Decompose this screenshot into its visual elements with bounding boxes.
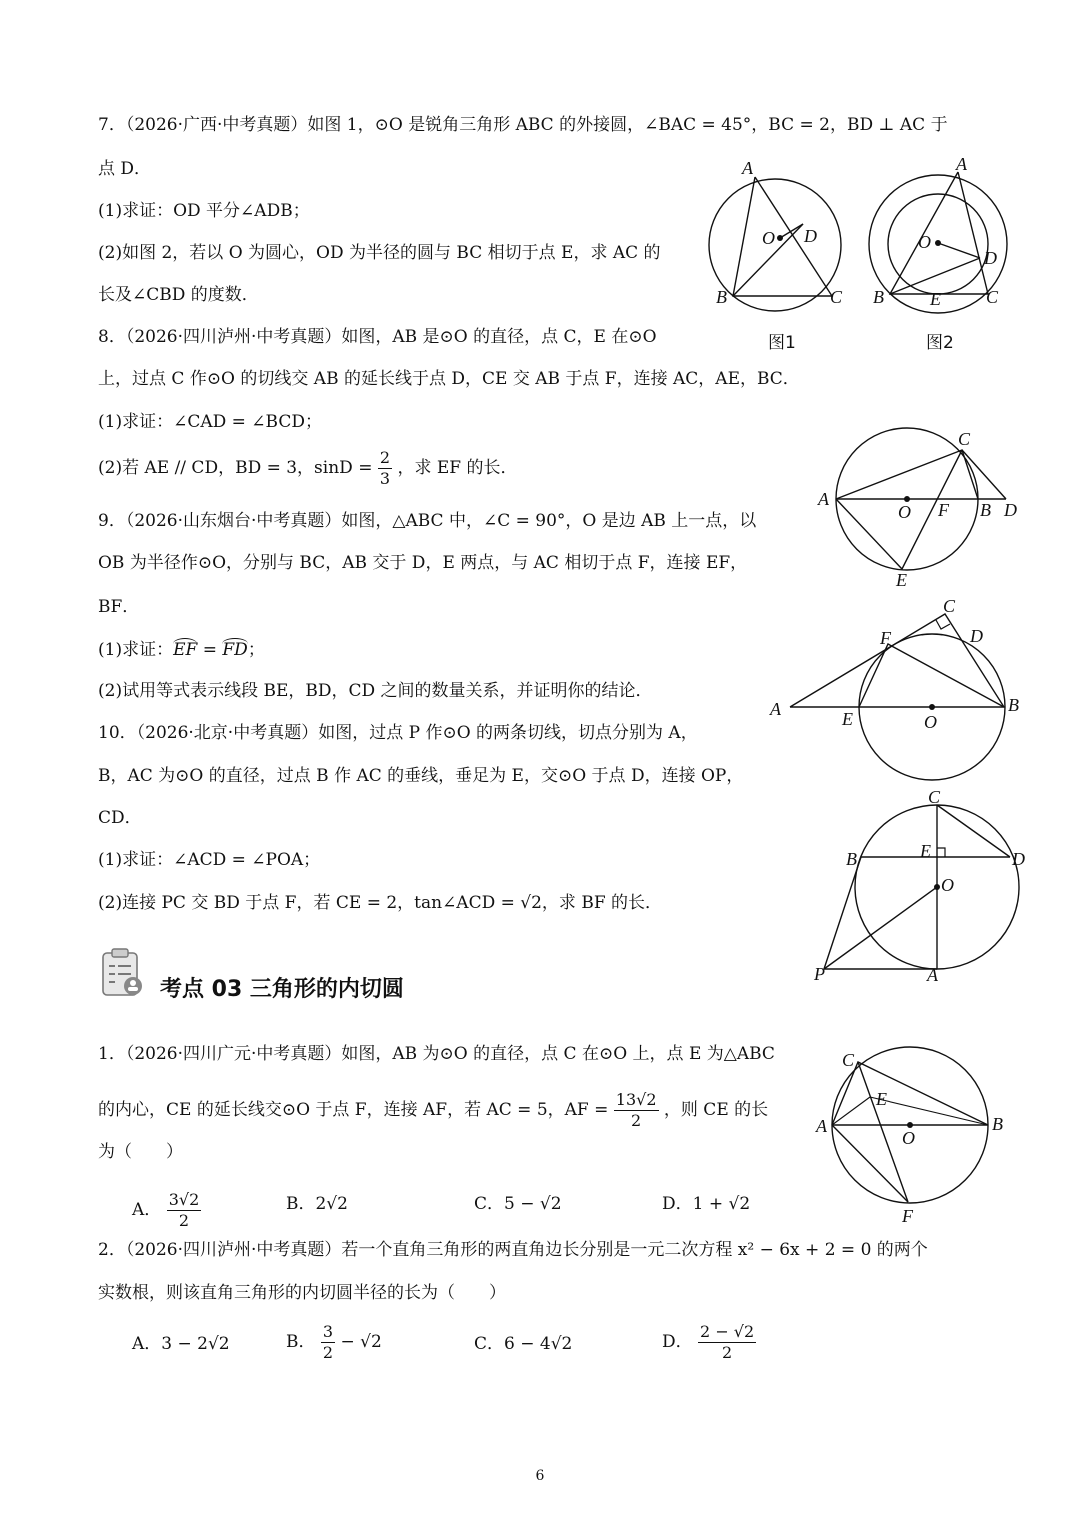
- s1-option-a-den: 2: [178, 1211, 190, 1230]
- q8-line-2: 上，过点 C 作⊙O 的切线交 AB 的延长线于点 D，CE 交 AB 于点 F，连接 AC，AE，BC．: [98, 369, 800, 389]
- q8-frac-num: 2: [379, 448, 391, 467]
- figure-7-1: [700, 150, 860, 360]
- figure-10: [800, 785, 1040, 990]
- fig10-label-c: C: [928, 787, 941, 807]
- fig10-label-p: P: [814, 964, 825, 984]
- fig8-label-d: D: [1004, 500, 1017, 520]
- figure-s1: [808, 1040, 1028, 1230]
- fig9-label-o: O: [924, 712, 937, 732]
- q9-part-1-pre: (1)求证：: [98, 640, 174, 660]
- q8-frac-den: 3: [379, 469, 391, 488]
- fig1-label-b: B: [716, 287, 727, 307]
- figure-9: [760, 592, 1040, 782]
- s1-option-b[interactable]: B．2√2: [286, 1194, 348, 1214]
- s1-line-2-pre: 的内心，CE 的延长线交⊙O 于点 F，连接 AF，若 AC = 5，AF =: [98, 1100, 609, 1120]
- fig8-label-b: B: [980, 500, 991, 520]
- q9-part-1: [98, 638, 265, 662]
- figs1-label-o: O: [902, 1128, 915, 1148]
- q8-line-1: 8．（2026·四川泸州·中考真题）如图，AB 是⊙O 的直径，点 C，E 在⊙O: [98, 327, 657, 347]
- s2-option-a[interactable]: A．3 − 2√2: [132, 1334, 230, 1354]
- fig10-label-e: E: [920, 841, 931, 861]
- q8-part-1: (1)求证：∠CAD = ∠BCD；: [98, 412, 322, 432]
- fig8-label-e: E: [896, 570, 907, 590]
- figs1-label-b: B: [992, 1114, 1003, 1134]
- s1-line-2: [98, 1090, 768, 1131]
- fig1-caption: 图1: [768, 333, 796, 353]
- q9-line-1: 9．（2026·山东烟台·中考真题）如图，△ABC 中，∠C = 90°，O 是边 AB 上一点，以: [98, 511, 757, 531]
- fig1-label-o: O: [762, 228, 775, 248]
- s1-option-a-fraction: [167, 1190, 202, 1231]
- s1-line-1: 1．（2026·四川广元·中考真题）如图，AB 为⊙O 的直径，点 C 在⊙O 上，点 E 为△ABC: [98, 1044, 775, 1064]
- q7-line-1: 7．（2026·广西·中考真题）如图 1，⊙O 是锐角三角形 ABC 的外接圆，∠BAC = 45°，BC = 2，BD ⊥ AC 于: [98, 115, 948, 135]
- q7-line-2: 点 D．: [98, 159, 152, 179]
- s1-line-3: 为（ ）: [98, 1142, 183, 1162]
- fig2-label-c: C: [986, 287, 999, 307]
- fig2-label-e: E: [930, 289, 941, 309]
- q9-equals: =: [197, 640, 223, 660]
- q10-line-3: CD．: [98, 808, 142, 828]
- q7-part-2: (2)如图 2，若以 O 为圆心，OD 为半径的圆与 BC 相切于点 E，求 AC 的: [98, 243, 661, 263]
- fig1-label-c: C: [830, 287, 843, 307]
- s2-line-1: 2．（2026·四川泸州·中考真题）若一个直角三角形的两直角边长分别是一元二次方程 x² − 6x + 2 = 0 的两个: [98, 1240, 928, 1260]
- q9-line-3: BF．: [98, 597, 140, 617]
- q10-part-2: (2)连接 PC 交 BD 于点 F，若 CE = 2，tan∠ACD = √2，求 BF 的长．: [98, 893, 663, 913]
- q9-part-2: (2)试用等式表示线段 BE，BD，CD 之间的数量关系，并证明你的结论．: [98, 681, 653, 701]
- fig2-caption: 图2: [926, 333, 954, 353]
- fig10-label-o: O: [941, 875, 954, 895]
- fig2-label-d: D: [984, 248, 997, 268]
- q7-part-2-cont: 长及∠CBD 的度数．: [98, 285, 259, 305]
- clipboard-icon: [100, 948, 146, 998]
- section-title: 考点 03 三角形的内切圆: [160, 977, 404, 1002]
- fig1-label-a: A: [742, 158, 753, 178]
- fig2-label-o: O: [918, 232, 931, 252]
- figs1-label-a: A: [816, 1116, 827, 1136]
- fig9-label-f: F: [880, 628, 891, 648]
- s1-option-a-num: 3√2: [168, 1190, 200, 1209]
- fig8-label-f: F: [938, 500, 949, 520]
- fig9-label-c: C: [943, 596, 956, 616]
- figs1-label-f: F: [902, 1206, 913, 1226]
- s2-option-b-fraction: [321, 1322, 335, 1363]
- fig9-label-a: A: [770, 699, 781, 719]
- s2-option-b-label: B．: [286, 1332, 316, 1352]
- s2-option-d-den: 2: [722, 1343, 733, 1362]
- s2-option-d-fraction: [698, 1322, 756, 1363]
- s2-option-b-post: − √2: [335, 1332, 382, 1352]
- fig1-label-d: D: [804, 226, 817, 246]
- fig10-label-a: A: [927, 965, 938, 985]
- s2-option-b-num: 3: [322, 1322, 334, 1341]
- s2-option-d-label: D．: [662, 1332, 693, 1352]
- s1-line-2-post: ，则 CE 的长: [663, 1100, 769, 1120]
- s1-af-num: 13√2: [615, 1090, 657, 1109]
- figs1-label-e: E: [876, 1089, 887, 1109]
- figs1-label-c: C: [842, 1050, 855, 1070]
- q9-line-2: OB 为半径作⊙O，分别与 BC，AB 交于 D，E 两点，与 AC 相切于点 F，连接 EF，: [98, 553, 748, 573]
- fig10-label-d: D: [1012, 849, 1025, 869]
- fig10-label-b: B: [846, 849, 857, 869]
- s2-option-b[interactable]: [286, 1322, 382, 1363]
- s1-af-den: 2: [631, 1111, 642, 1130]
- s1-option-a[interactable]: [132, 1190, 201, 1231]
- fig8-label-o: O: [898, 502, 911, 522]
- q9-arc-ef: EF: [173, 640, 198, 660]
- s2-option-c[interactable]: C．6 − 4√2: [474, 1334, 573, 1354]
- figure-7-2: [860, 150, 1020, 360]
- fig2-label-a: A: [956, 154, 967, 174]
- fig9-label-d: D: [970, 626, 983, 646]
- fig2-label-b: B: [873, 287, 884, 307]
- s2-option-b-den: 2: [322, 1343, 334, 1362]
- q8-sin-fraction: [378, 448, 392, 489]
- q10-line-2: B，AC 为⊙O 的直径，过点 B 作 AC 的垂线，垂足为 E，交⊙O 于点 D，连接 OP，: [98, 766, 744, 786]
- fig9-label-e: E: [842, 709, 853, 729]
- q8-part-2-post: ，求 EF 的长．: [397, 458, 518, 478]
- s1-option-c[interactable]: C．5 − √2: [474, 1194, 562, 1214]
- fig8-label-a: A: [818, 489, 829, 509]
- q10-part-1: (1)求证：∠ACD = ∠POA；: [98, 850, 321, 870]
- q7-part-1: (1)求证：OD 平分∠ADB；: [98, 201, 310, 221]
- page-number: 6: [535, 1468, 545, 1484]
- q10-line-1: 10．（2026·北京·中考真题）如图，过点 P 作⊙O 的两条切线，切点分别为 A，: [98, 723, 698, 743]
- fig8-label-c: C: [958, 429, 971, 449]
- s2-line-2: 实数根，则该直角三角形的内切圆半径的长为（ ）: [98, 1283, 506, 1303]
- s1-af-fraction: [614, 1090, 659, 1131]
- figure-8: [810, 425, 1040, 595]
- fig9-label-b: B: [1008, 695, 1019, 715]
- s2-option-d-num: 2 − √2: [700, 1322, 755, 1341]
- q9-arc-fd: FD: [222, 640, 248, 660]
- q8-part-2: [98, 448, 517, 489]
- s2-option-d[interactable]: [662, 1322, 756, 1363]
- q8-part-2-pre: (2)若 AE // CD，BD = 3，sinD =: [98, 458, 373, 478]
- q9-part-1-post: ；: [247, 640, 265, 660]
- s1-option-a-label: A．: [132, 1200, 162, 1220]
- s1-option-d[interactable]: D．1 + √2: [662, 1194, 751, 1214]
